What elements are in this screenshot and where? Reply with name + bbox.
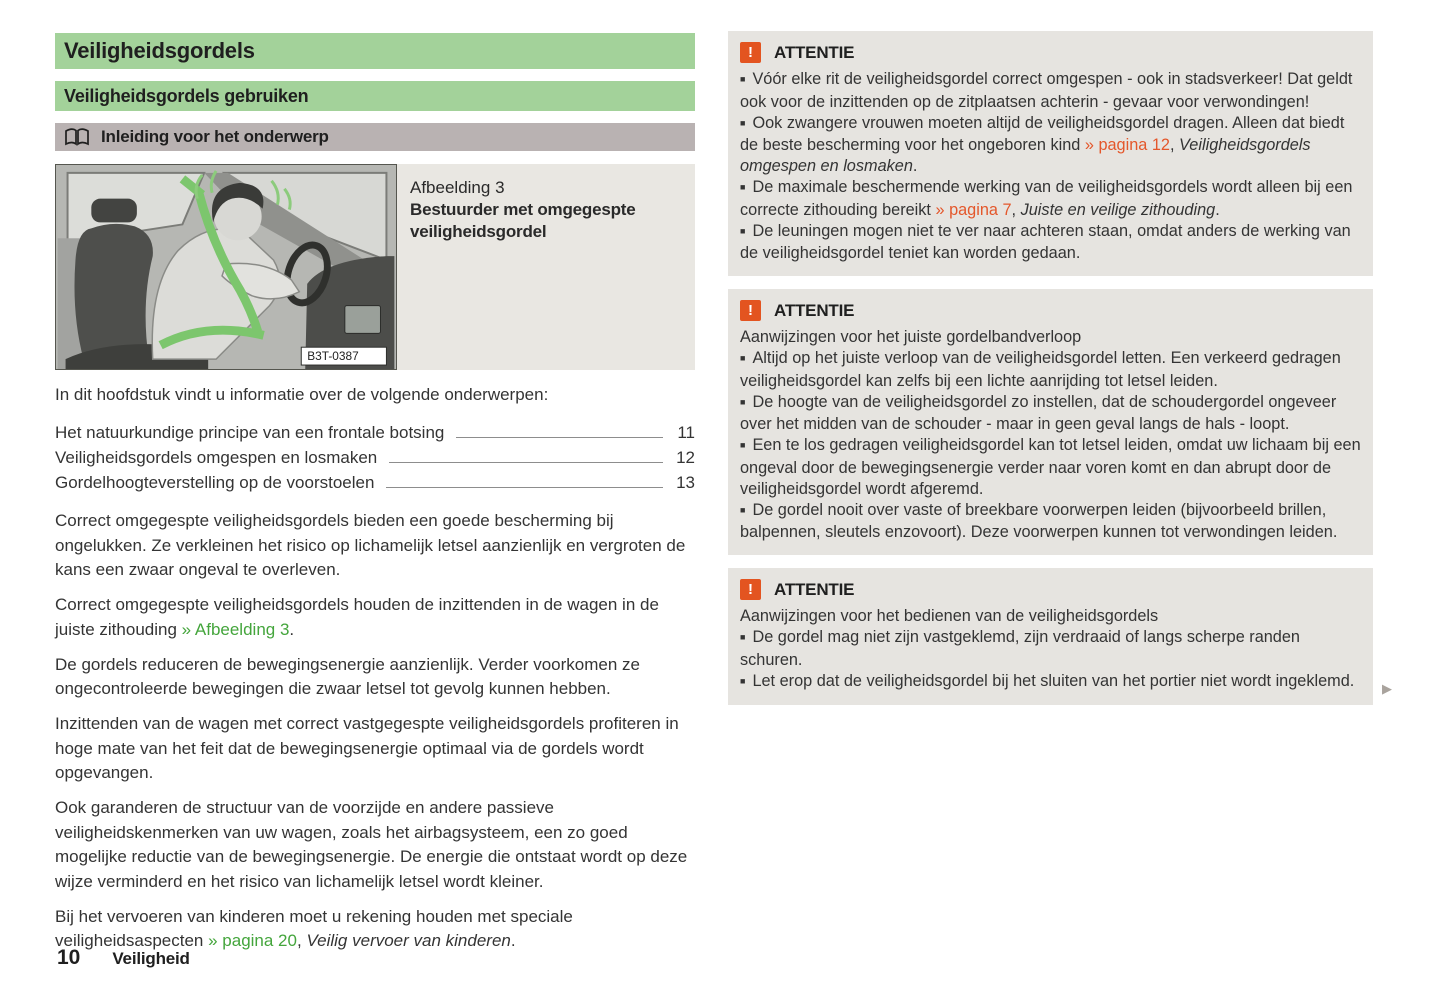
toc-item — [55, 445, 695, 470]
warning-bullet — [740, 177, 1361, 221]
warning-header — [740, 300, 1361, 321]
section-title: Veiligheidsgordels gebruiken — [55, 81, 695, 111]
page-number: 10 — [57, 946, 81, 969]
toc-page-number: 11 — [677, 423, 695, 442]
figure-image-code: B3T-0387 — [307, 349, 359, 364]
warning-bullet — [740, 435, 1361, 499]
warning-header — [740, 579, 1361, 600]
toc-item-label: Veiligheidsgordels omgespen en losmaken — [55, 448, 378, 467]
seat-back — [74, 224, 152, 359]
toc-list — [55, 420, 695, 495]
figure-label: Afbeelding 3 — [410, 178, 505, 197]
text-run: Correct omgegespte veiligheidsgordels bieden een goede bescherming bij ongelukken. Ze verkleinen het risico op lichamelijk letsel aanzienlijk en vergroten de kans een zwaar ongeval te overleven. — [55, 511, 686, 579]
warning-header — [740, 42, 1361, 63]
text-run: . — [1215, 200, 1220, 219]
toc-page-number: 13 — [676, 473, 695, 492]
cross-reference-link[interactable]: » pagina 20 — [208, 931, 297, 950]
reference-title: Juiste en veilige zithouding — [1020, 200, 1216, 219]
body-paragraph — [55, 653, 695, 702]
chapter-title: Veiligheidsgordels — [55, 33, 695, 69]
body-paragraph — [55, 712, 695, 786]
text-run: . — [289, 619, 295, 639]
text-run: Vóór elke rit de veiligheidsgordel correct omgespen - ook in stadsverkeer! Dat geldt ook voor de inzittenden op de zitplaatsen achterin - gevaar voor verwondingen! — [740, 70, 1353, 111]
figure-caption-text: Bestuurder met omgegespte veiligheidsgordel — [410, 200, 636, 242]
toc-intro: In dit hoofdstuk vindt u informatie over de volgende onderwerpen: — [55, 385, 549, 404]
toc-leader-line — [386, 487, 663, 488]
bullet-square-icon: ■ — [740, 74, 746, 84]
text-run: , — [296, 931, 307, 950]
text-run: De gordels reduceren de bewegingsenergie aanzienlijk. Verder voorkomen ze ongecontroleerde bewegingen die zwaar letsel tot gevolg kunnen hebben. — [55, 654, 640, 698]
bullet-square-icon: ■ — [740, 504, 746, 515]
text-run: , — [1011, 200, 1021, 219]
body-paragraph — [55, 593, 695, 642]
text-run: De leuningen mogen niet te ver naar achteren staan, omdat anders de werking van de veiligheidsgordel teniet kan worden gedaan. — [740, 221, 1351, 263]
cross-reference-link[interactable]: » pagina 12 — [1084, 136, 1170, 155]
figure-caption — [397, 164, 695, 370]
warning-bullet — [740, 627, 1361, 671]
warning-box — [728, 31, 1373, 276]
bullet-square-icon: ■ — [740, 440, 746, 451]
figure-block — [55, 164, 695, 370]
reference-title: Veiligheidsgordels omgespen en losmaken — [740, 136, 1311, 176]
warning-exclamation-icon: ! — [740, 300, 761, 321]
bullet-square-icon: ■ — [740, 117, 746, 128]
text-run: Een te los gedragen veiligheidsgordel kan tot letsel leiden, omdat uw lichaam bij een ongeval door de bewegingsenergie verder naar voren komt en dan abrupt door de veiligheidsgordel wordt afgeremd. — [740, 436, 1361, 498]
warning-body — [740, 606, 1361, 693]
bullet-square-icon: ■ — [740, 675, 746, 686]
text-run: Correct omgegespte veiligheidsgordels houden de inzittenden in de wagen in de juiste zithouding — [55, 595, 659, 639]
warning-bullet — [740, 500, 1361, 544]
warning-title: ATTENTIE — [774, 300, 855, 320]
warning-title: ATTENTIE — [774, 579, 855, 599]
warning-exclamation-icon: ! — [740, 42, 761, 63]
subsection-title: Inleiding voor het onderwerp — [101, 127, 329, 146]
warning-body — [740, 327, 1361, 543]
continuation-arrow-icon: ▶ — [1382, 681, 1392, 697]
text-run: De gordel mag niet zijn vastgeklemd, zijn verdraaid of langs scherpe randen schuren. — [740, 627, 1300, 669]
text-run: Bij het vervoeren van kinderen moet u rekening houden met speciale veiligheidsaspecten — [55, 906, 573, 950]
text-run: , — [1169, 136, 1180, 155]
text-run: Ook zwangere vrouwen moeten altijd de veiligheidsgordel dragen. Alleen dat biedt de beste bescherming voor het ongeboren kind — [740, 113, 1345, 155]
text-run: . — [912, 157, 918, 176]
warning-bullet — [740, 348, 1361, 392]
text-run: Altijd op het juiste verloop van de veiligheidsgordel letten. Een verkeerd gedragen veiligheidsgordel kan zelfs bij een lichte aanrijding tot letsel leiden. — [740, 348, 1341, 390]
warning-intro: Aanwijzingen voor het juiste gordelbandverloop — [740, 328, 1082, 347]
text-run: . — [510, 931, 516, 950]
bullet-square-icon: ■ — [740, 631, 746, 642]
warning-bullet — [740, 221, 1361, 265]
toc-page-number: 12 — [676, 448, 695, 467]
warning-exclamation-icon: ! — [740, 579, 761, 600]
right-column — [728, 31, 1392, 718]
toc-item-label: Gordelhoogteverstelling op de voorstoelen — [55, 473, 375, 492]
subsection-header — [55, 123, 695, 151]
warning-box — [728, 289, 1373, 555]
warning-body — [740, 69, 1361, 264]
warning-intro: Aanwijzingen voor het bedienen van de veiligheidsgordels — [740, 607, 1159, 626]
toc-item-label: Het natuurkundige principe van een frontale botsing — [55, 423, 445, 442]
left-column — [55, 33, 695, 954]
body-paragraphs — [55, 509, 695, 954]
cross-reference-link[interactable]: » Afbeelding 3 — [181, 619, 290, 639]
text-run: De hoogte van de veiligheidsgordel zo instellen, dat de schoudergordel ongeveer over het midden van de schouder - maar in geen geval langs de hals - loopt. — [740, 392, 1337, 434]
bullet-square-icon: ■ — [740, 396, 746, 407]
text-run: Inzittenden van de wagen met correct vastgegespte veiligheidsgordels profiteren in hoge mate van het feit dat de bewegingsenergie optimaal via de gordels wordt opgevangen. — [55, 714, 679, 782]
toc-item — [55, 470, 695, 495]
book-icon — [64, 128, 90, 147]
text-run: Let erop dat de veiligheidsgordel bij het sluiten van het portier niet wordt ingeklemd. — [752, 671, 1355, 690]
page-footer — [57, 946, 190, 970]
warning-box — [728, 568, 1392, 705]
body-paragraph — [55, 509, 695, 583]
toc-leader-line — [456, 437, 663, 438]
text-run: De maximale beschermende werking van de veiligheidsgordels wordt alleen bij een correcte zithouding bereikt — [740, 177, 1353, 219]
body-paragraph — [55, 796, 695, 894]
cross-reference-link[interactable]: » pagina 7 — [935, 200, 1012, 219]
footer-section-label: Veiligheid — [112, 949, 190, 968]
text-run: Ook garanderen de structuur van de voorzijde en andere passieve veiligheidskenmerken van uw wagen, zoals het airbagsysteem, een zo goed mogelijke reductie van de bewegingsenergie. De energie die ontstaat wordt op deze wijze verminderd en het risico van lichamelijk letsel wordt kleiner. — [55, 798, 688, 891]
warning-bullet — [740, 392, 1361, 436]
bullet-square-icon: ■ — [740, 352, 746, 363]
reference-title: Veilig vervoer van kinderen — [306, 931, 511, 950]
text-run: De gordel nooit over vaste of breekbare voorwerpen leiden (bijvoorbeeld brillen, balpennen, sleutels enzovoort). Deze voorwerpen kunnen tot verwondingen leiden. — [740, 500, 1338, 542]
warning-bullet — [740, 69, 1361, 113]
headrest — [91, 199, 137, 223]
bullet-square-icon: ■ — [740, 181, 746, 192]
toc-item — [55, 420, 695, 445]
toc-leader-line — [389, 462, 663, 463]
warning-bullet — [740, 113, 1361, 177]
bullet-square-icon: ■ — [740, 225, 746, 236]
figure-illustration — [55, 164, 397, 370]
warning-bullet — [740, 671, 1361, 694]
warning-title: ATTENTIE — [774, 42, 855, 62]
